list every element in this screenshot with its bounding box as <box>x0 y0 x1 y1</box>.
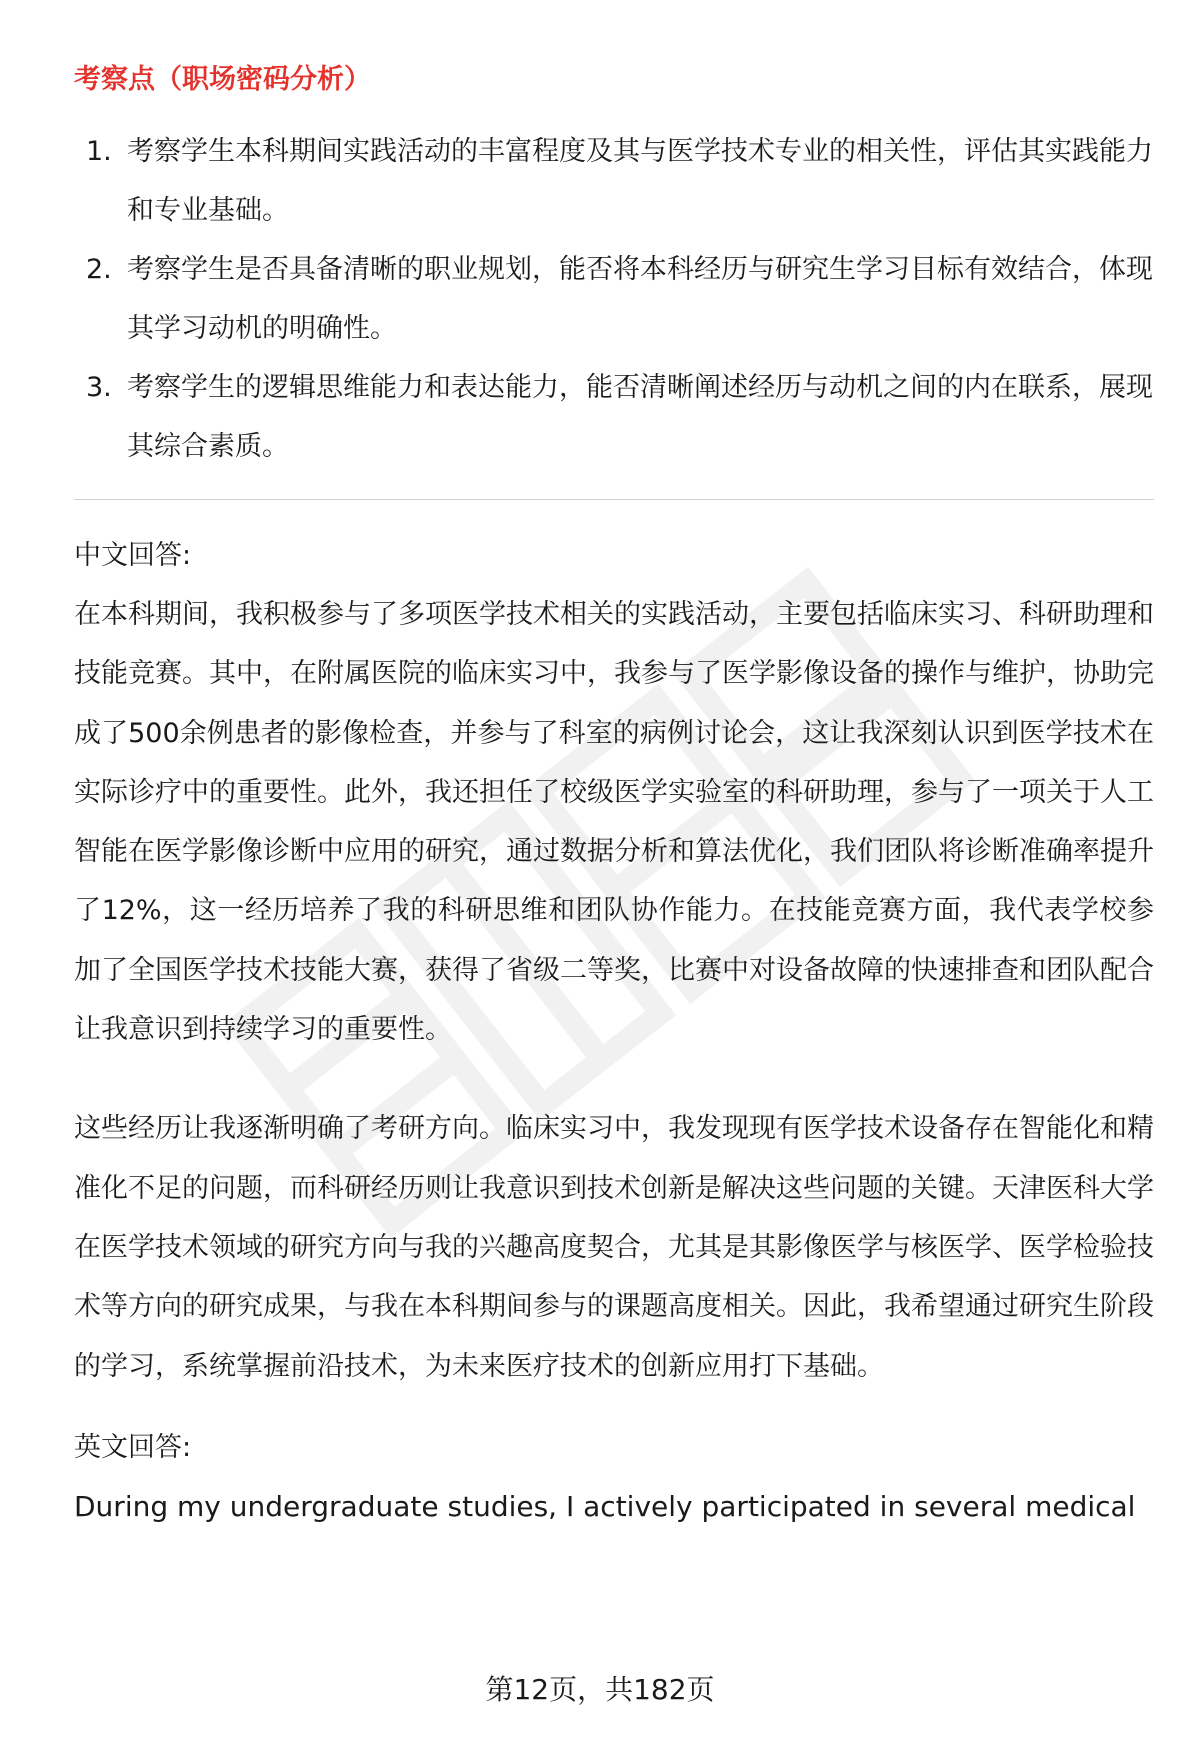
list-item-text: 考察学生是否具备清晰的职业规划，能否将本科经历与研究生学习目标有效结合，体现其学习动机的明确性。 <box>127 254 1153 344</box>
section-title: 考察点（职场密码分析） <box>74 64 371 95</box>
list-item-number: 1. <box>86 136 112 167</box>
paragraph-gap <box>74 1059 1154 1099</box>
list-item-text: 考察学生本科期间实践活动的丰富程度及其与医学技术专业的相关性，评估其实践能力和专业基础。 <box>127 136 1153 226</box>
list-item-number: 2. <box>86 254 112 285</box>
list-item <box>74 122 1154 240</box>
document-page <box>74 60 1154 1536</box>
page-number: 第12页，共182页 <box>485 1673 715 1706</box>
chinese-answer-paragraph: 这些经历让我逐渐明确了考研方向。临床实习中，我发现现有医学技术设备存在智能化和精准化不足的问题，而科研经历则让我意识到技术创新是解决这些问题的关键。天津医科大学在医学技术领域的研究方向与我的兴趣高度契合，尤其是其影像医学与核医学、医学检验技术等方向的研究成果，与我在本科期间参与的课题高度相关。因此，我希望通过研究生阶段的学习，系统掌握前沿技术，为未来医疗技术的创新应用打下基础。 <box>74 1113 1154 1382</box>
paragraph-gap <box>74 1396 1154 1418</box>
list-item <box>74 240 1154 358</box>
english-answer-label: 英文回答: <box>74 1431 192 1463</box>
chinese-answer-label: 中文回答: <box>74 540 192 571</box>
divider <box>74 499 1154 500</box>
chinese-answer-paragraph: 在本科期间，我积极参与了多项医学技术相关的实践活动，主要包括临床实习、科研助理和技能竞赛。其中，在附属医院的临床实习中，我参与了医学影像设备的操作与维护，协助完成了500余例患者的影像检查，并参与了科室的病例讨论会，这让我深刻认识到医学技术在实际诊疗中的重要性。此外，我还担任了校级医学实验室的科研助理，参与了一项关于人工智能在医学影像诊断中应用的研究，通过数据分析和算法优化，我们团队将诊断准确率提升了12%，这一经历培养了我的科研思维和团队协作能力。在技能竞赛方面，我代表学校参加了全国医学技术技能大赛，获得了省级二等奖，比赛中对设备故障的快速排查和团队配合让我意识到持续学习的重要性。 <box>74 599 1154 1046</box>
list-item <box>74 358 1154 476</box>
english-answer-text: During my undergraduate studies, I actively participated in several medical <box>74 1489 1136 1523</box>
list-item-number: 3. <box>86 372 112 403</box>
assessment-points-list <box>74 122 1154 476</box>
list-item-text: 考察学生的逻辑思维能力和表达能力，能否清晰阐述经历与动机之间的内在联系，展现其综合素质。 <box>127 372 1153 462</box>
